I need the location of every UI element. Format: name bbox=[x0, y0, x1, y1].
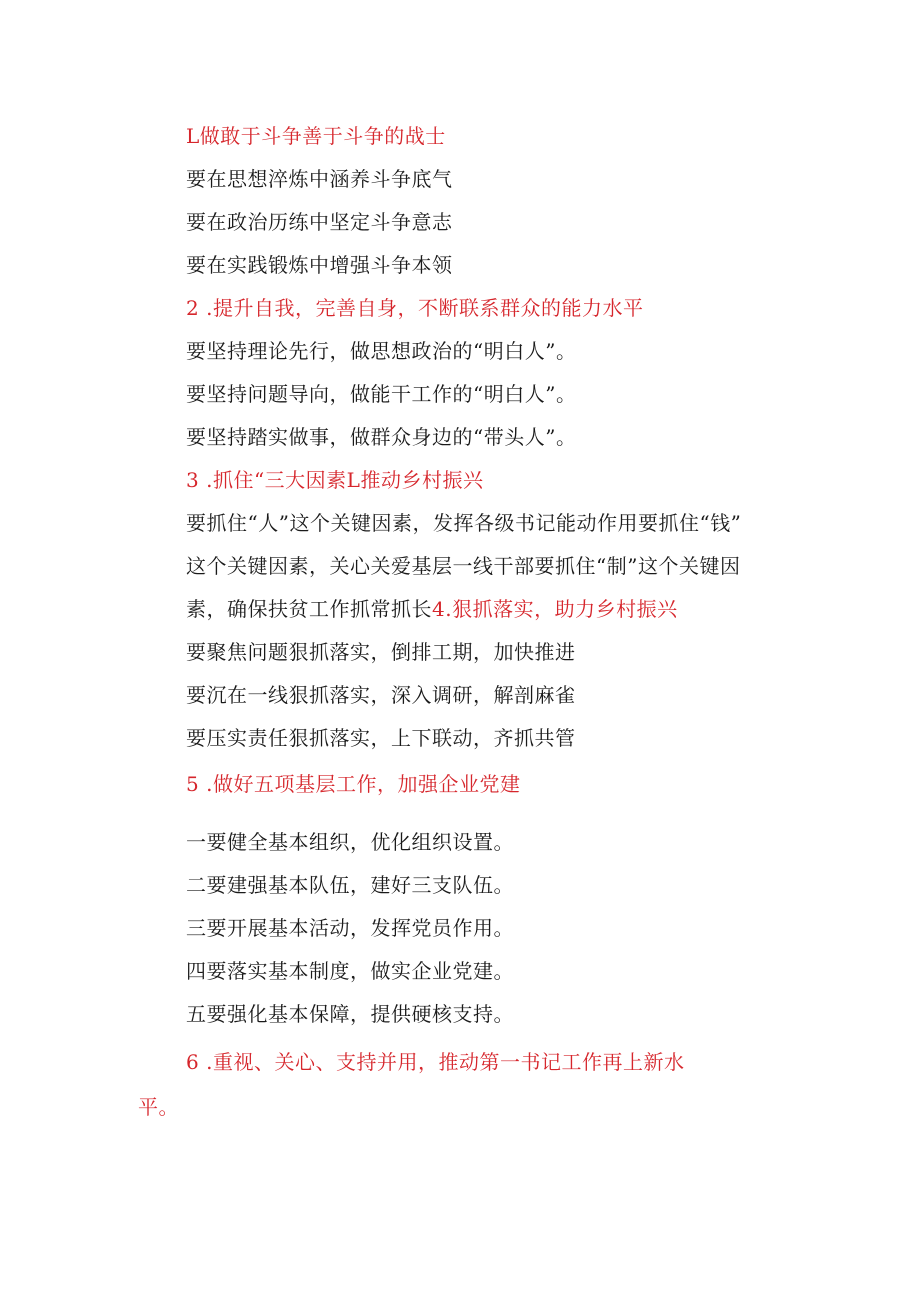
section-5-item: 五要强化基本保障，提供硬核支持。 bbox=[186, 1002, 514, 1026]
section-4-item: 要沉在一线狠抓落实，深入调研，解剖麻雀 bbox=[186, 683, 576, 707]
section-5-item: 二要建强基本队伍，建好三支队伍。 bbox=[186, 873, 514, 897]
section-3-paragraph-line: 要抓住“人”这个关键因素，发挥各级书记能动作用要抓住“钱” bbox=[186, 511, 742, 535]
section-5-item: 一要健全基本组织，优化组织设置。 bbox=[186, 830, 514, 854]
section-4-item: 要压实责任狠抓落实，上下联动，齐抓共管 bbox=[186, 726, 576, 750]
section-3-paragraph-line: 这个关键因素，关心关爱基层一线干部要抓住“制”这个关键因 bbox=[186, 554, 741, 578]
section-1-heading: L做敢于斗争善于斗争的战士 bbox=[186, 124, 446, 148]
section-5-heading: 5 .做好五项基层工作，加强企业党建 bbox=[186, 772, 521, 796]
section-2-heading: 2 .提升自我，完善自身，不断联系群众的能力水平 bbox=[186, 296, 644, 320]
section-1-item: 要在实践锻炼中增强斗争本领 bbox=[186, 253, 453, 277]
section-2-item: 要坚持踏实做事，做群众身边的“带头人”。 bbox=[186, 425, 577, 449]
section-2-item: 要坚持理论先行，做思想政治的“明白人”。 bbox=[186, 339, 577, 363]
section-3-paragraph-end: 素，确保扶贫工作抓常抓长 bbox=[186, 597, 432, 621]
section-6-heading: 6 .重视、关心、支持并用，推动第一书记工作再上新水 bbox=[186, 1050, 685, 1074]
section-3-paragraph-line-with-heading bbox=[186, 595, 678, 623]
section-1-item: 要在政治历练中坚定斗争意志 bbox=[186, 210, 453, 234]
section-5-item: 四要落实基本制度，做实企业党建。 bbox=[186, 959, 514, 983]
section-5-item: 三要开展基本活动，发挥党员作用。 bbox=[186, 916, 514, 940]
section-6-heading-continued: 平。 bbox=[138, 1095, 179, 1119]
section-4-item: 要聚焦问题狠抓落实，倒排工期，加快推进 bbox=[186, 640, 576, 664]
section-2-item: 要坚持问题导向，做能干工作的“明白人”。 bbox=[186, 382, 577, 406]
section-3-heading: 3 .抓住“三大因素L推动乡村振兴 bbox=[186, 468, 484, 492]
section-1-item: 要在思想淬炼中涵养斗争底气 bbox=[186, 167, 453, 191]
section-4-heading: 4.狠抓落实，助力乡村振兴 bbox=[432, 597, 678, 621]
